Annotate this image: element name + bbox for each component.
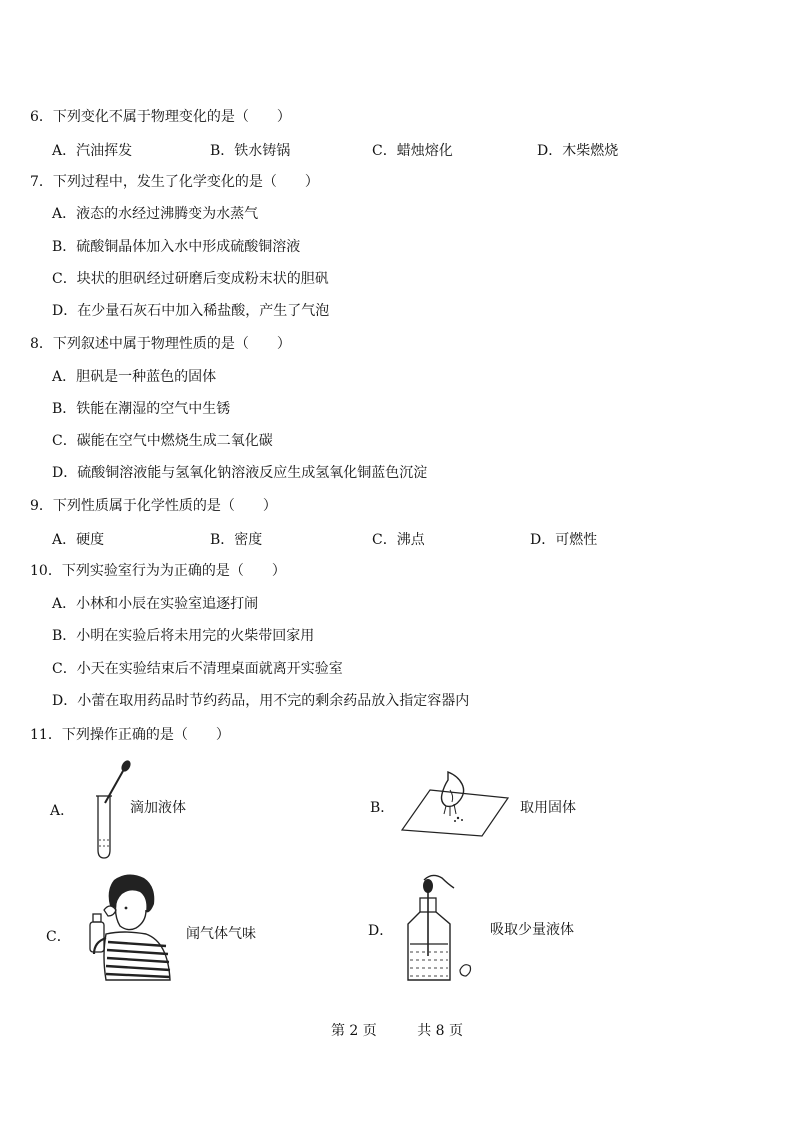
- page-total: 共 8 页: [417, 1023, 464, 1039]
- q11-figure-c-letter: C．: [46, 929, 71, 945]
- q7-option-d: D．在少量石灰石中加入稀盐酸，产生了气泡: [52, 303, 330, 319]
- q10-option-c: C．小天在实验结束后不清理桌面就离开实验室: [52, 661, 343, 677]
- q7-option-a: A．液态的水经过沸腾变为水蒸气: [52, 206, 259, 222]
- question-11-stem: 11．下列操作正确的是（ ）: [30, 727, 230, 743]
- q6-option-c: C．蜡烛熔化: [372, 143, 453, 159]
- q11-figure-a-caption: 滴加液体: [130, 800, 186, 816]
- question-7-stem: 7．下列过程中，发生了化学变化的是（ ）: [30, 174, 319, 190]
- q8-option-a: A．胆矾是一种蓝色的固体: [52, 369, 217, 385]
- q11-figure-c-caption: 闻气体气味: [186, 926, 256, 942]
- q8-option-c: C．碳能在空气中燃烧生成二氧化碳: [52, 433, 273, 449]
- q8-option-b: B．铁能在潮湿的空气中生锈: [52, 401, 231, 417]
- q6-option-d: D．木柴燃烧: [537, 143, 619, 159]
- q10-option-b: B．小明在实验后将未用完的火柴带回家用: [52, 628, 315, 644]
- question-10-stem: 10．下列实验室行为为正确的是（ ）: [30, 563, 286, 579]
- page-footer: [0, 1020, 794, 1040]
- person-smelling-figure: [76, 872, 176, 982]
- q7-option-c: C．块状的胆矾经过研磨后变成粉末状的胆矾: [52, 271, 329, 287]
- q9-option-d: D．可燃性: [530, 532, 598, 548]
- q11-figure-b-letter: B．: [370, 800, 395, 816]
- q7-option-b: B．硫酸铜晶体加入水中形成硫酸铜溶液: [52, 239, 301, 255]
- question-9-options: [52, 529, 752, 547]
- q6-option-a: A．汽油挥发: [52, 143, 133, 159]
- question-6-options: [52, 140, 752, 158]
- question-6-stem: 6．下列变化不属于物理变化的是（ ）: [30, 109, 291, 125]
- q10-option-d: D．小蕾在取用药品时节约药品，用不完的剩余药品放入指定容器内: [52, 693, 470, 709]
- page-number: 第 2 页: [330, 1023, 377, 1039]
- q11-figure-a-letter: A．: [50, 803, 75, 819]
- question-9-stem: 9．下列性质属于化学性质的是（ ）: [30, 498, 277, 514]
- q6-option-b: B．铁水铸锅: [210, 143, 291, 159]
- q11-figure-d-letter: D．: [368, 923, 394, 939]
- q11-figure-d-caption: 吸取少量液体: [490, 922, 574, 938]
- q9-option-c: C．沸点: [372, 532, 425, 548]
- reagent-bottle-dropper-figure: [398, 872, 488, 987]
- q9-option-b: B．密度: [210, 532, 263, 548]
- q10-option-a: A．小林和小辰在实验室追逐打闹: [52, 596, 259, 612]
- hand-solid-figure: [400, 770, 510, 840]
- q8-option-d: D．硫酸铜溶液能与氢氧化钠溶液反应生成氢氧化铜蓝色沉淀: [52, 465, 428, 481]
- q11-figure-b-caption: 取用固体: [520, 800, 576, 816]
- q9-option-a: A．硬度: [52, 532, 105, 548]
- question-8-stem: 8．下列叙述中属于物理性质的是（ ）: [30, 336, 291, 352]
